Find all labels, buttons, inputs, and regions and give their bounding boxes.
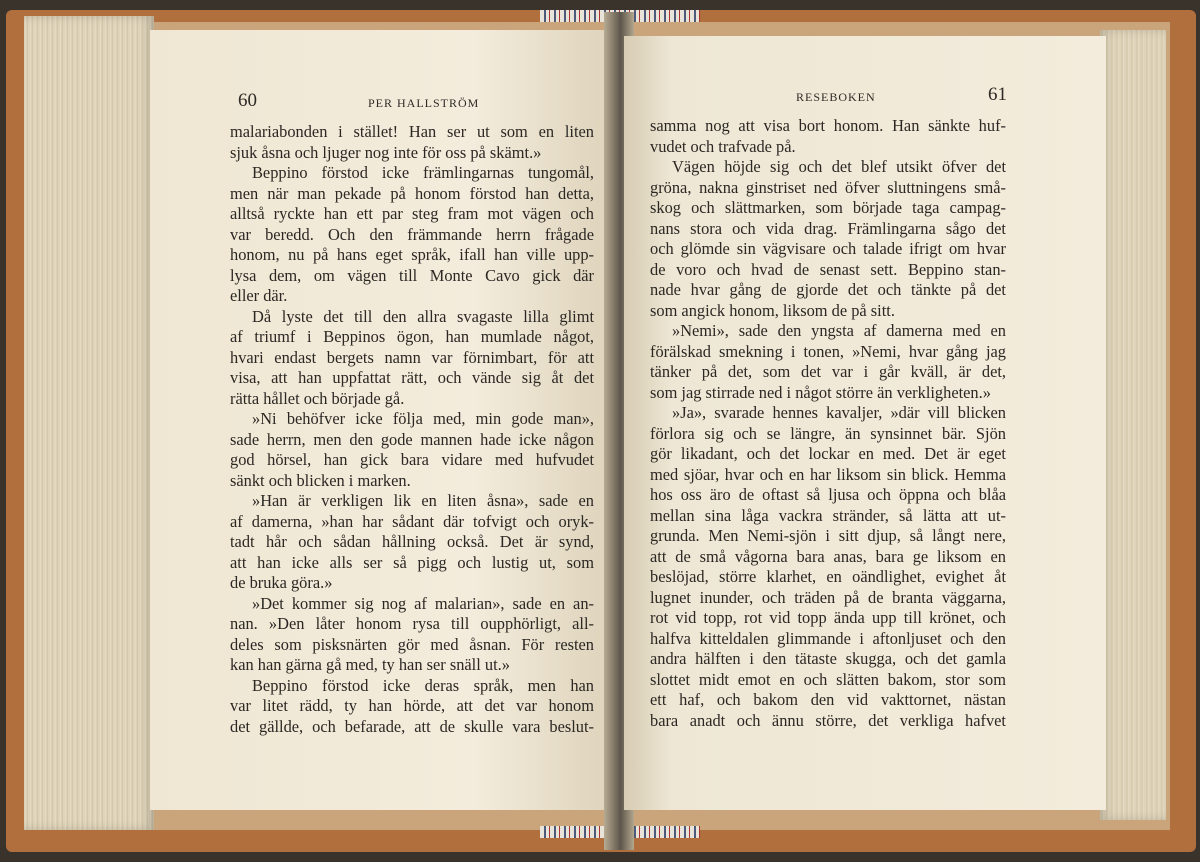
text-line: förälskad smekning i tonen, »Nemi, hvar gång jag <box>650 341 1006 361</box>
text-line: af damerna, »han har sådant där tofvigt och oryk- <box>230 511 594 531</box>
text-line: sänkt och blicken i marken. <box>230 470 411 490</box>
text-line: »Ja», svarade hennes kavaljer, »där vill blicken <box>672 403 1006 422</box>
text-line: god hörsel, han gick bara vidare med hufvudet <box>230 450 594 469</box>
text-line: ett haf, och bakom den vid vakttornet, nästan <box>650 690 1006 709</box>
text-line: att han icke alls ser så pigg och lustig ut, som <box>230 552 594 572</box>
text-line: rätta hållet och började gå. <box>230 388 405 408</box>
text-line: lugnet inunder, och träden på de branta väggarna, <box>650 587 1006 607</box>
right-page <box>624 36 1106 810</box>
text-line: vudet och trafvade på. <box>650 136 796 156</box>
text-line: andra hälften i den tätaste skugga, och det gamla <box>650 649 1006 668</box>
page-number: 60 <box>238 90 257 111</box>
text-line: var litet rädd, ty han hörde, att det var honom <box>230 696 594 715</box>
text-line: bara anadt och ännu större, det verkliga hafvet <box>650 710 1006 730</box>
text-line: »Nemi», sade den yngsta af damerna med en <box>672 321 1006 340</box>
text-line: som angick honom, liksom de på sitt. <box>650 300 895 320</box>
text-line: med sjöar, hvar och en har liksom sin blick. Hemma <box>650 464 1006 484</box>
text-line: rot vid topp, rot vid topp ända upp till krönet, och <box>650 608 1006 627</box>
text-line: malariabonden i stället! Han ser ut som en liten <box>230 122 594 141</box>
text-line: gröna, nakna ginstriset ned öfver sluttningens små- <box>650 177 1006 197</box>
text-line: eller där. <box>230 286 288 305</box>
right-page-edges <box>1100 30 1166 820</box>
text-line: mellan sina låga vackra stränder, så lätta att ut- <box>650 505 1006 525</box>
text-line: men när man pekade på honom förstod han detta, <box>230 183 594 203</box>
text-line: halfva kitteldalen glimmande i aftonljuset och den <box>650 628 1006 648</box>
text-line: grunda. Men Nemi-sjön i sitt djup, så långt nere, <box>650 526 1006 545</box>
left-page-edges <box>24 16 154 830</box>
text-line: Beppino förstod icke deras språk, men han <box>252 675 594 695</box>
text-line: och glömde sin vägvisare och talade ifrigt om hvar <box>650 239 1006 258</box>
text-line: slottet midt emot en och slätten bakom, stor som <box>650 669 1006 689</box>
running-head: RESEBOKEN <box>796 90 876 104</box>
text-line: nans stora och vida drag. Främlingarna sågo det <box>650 218 1006 238</box>
text-line: sade herrn, men den gode mannen hade icke någon <box>230 429 594 449</box>
text-line: honom, nu på hans eget språk, ifall han ville upp- <box>230 245 594 264</box>
text-line: Då lyste det till den allra svagaste lilla glimt <box>252 306 594 326</box>
running-head: PER HALLSTRÖM <box>368 96 480 110</box>
text-line: »Han är verkligen lik en liten åsna», sade en <box>252 491 594 510</box>
text-line: som jag stirrade ned i något större än verkligheten.» <box>650 382 991 402</box>
text-line: hos oss äro de oftast så ljusa och öppna och blåa <box>650 485 1006 504</box>
text-line: lysa dem, om vägen till Monte Cavo gick där <box>230 265 594 285</box>
text-line: samma nog att visa bort honom. Han sänkte huf- <box>650 116 1006 135</box>
text-line: Vägen höjde sig och det blef utsikt öfver det <box>672 157 1006 176</box>
page-body <box>230 122 594 737</box>
text-line: kan han gärna gå med, ty han ser snäll ut.» <box>230 655 510 674</box>
text-line: sjuk åsna och ljuger nog inte för oss på skämt.» <box>230 142 542 162</box>
text-line: förlora sig och se längre, än synsinnet bär. Sjön <box>650 423 1006 443</box>
text-line: »Ni behöfver icke följa med, min gode man», <box>252 409 594 428</box>
text-line: nan. »Den låter honom rysa till oupphörligt, all- <box>230 614 594 633</box>
text-line: deles som pisksnärten gör med åsnan. För resten <box>230 634 594 654</box>
text-line: »Det kommer sig nog af malarian», sade en an- <box>252 593 594 613</box>
text-line: Beppino förstod icke främlingarnas tungomål, <box>252 163 594 182</box>
text-line: det gällde, och befarade, att de skulle vara beslut- <box>230 716 594 736</box>
text-line: var beredd. Och den främmande herrn frågade <box>230 224 594 244</box>
text-line: hvari endast bergets namn var förnimbart, för att <box>230 347 594 367</box>
text-line: skog och slättmarken, som började taga campag- <box>650 198 1006 217</box>
text-line: tadt hår och sådan hållning också. Det är synd, <box>230 532 594 551</box>
text-line: gör likadant, och det lockar en med. Det är eget <box>650 444 1006 463</box>
text-line: beslöjad, större klarhet, en oändlighet, evighet åt <box>650 567 1006 586</box>
text-line: af triumf i Beppinos ögon, han mumlade något, <box>230 327 594 346</box>
page-number: 61 <box>988 84 1007 105</box>
text-line: de bruka göra.» <box>230 573 333 592</box>
text-line: de voro och hvad de senast sett. Beppino stan- <box>650 259 1006 279</box>
text-line: visa, att han uppfattat rätt, och vände sig åt det <box>230 368 594 387</box>
text-line: att de små vågorna bara anas, bara ge liksom en <box>650 546 1006 566</box>
text-line: nade hvar gång de gjorde det och tänkte på det <box>650 280 1006 299</box>
page-body <box>650 116 1006 731</box>
left-page <box>150 30 612 810</box>
text-line: alltså ryckte han ett par steg fram mot vägen och <box>230 204 594 223</box>
text-line: tänker på det, som det var i går kväll, är det, <box>650 362 1006 381</box>
